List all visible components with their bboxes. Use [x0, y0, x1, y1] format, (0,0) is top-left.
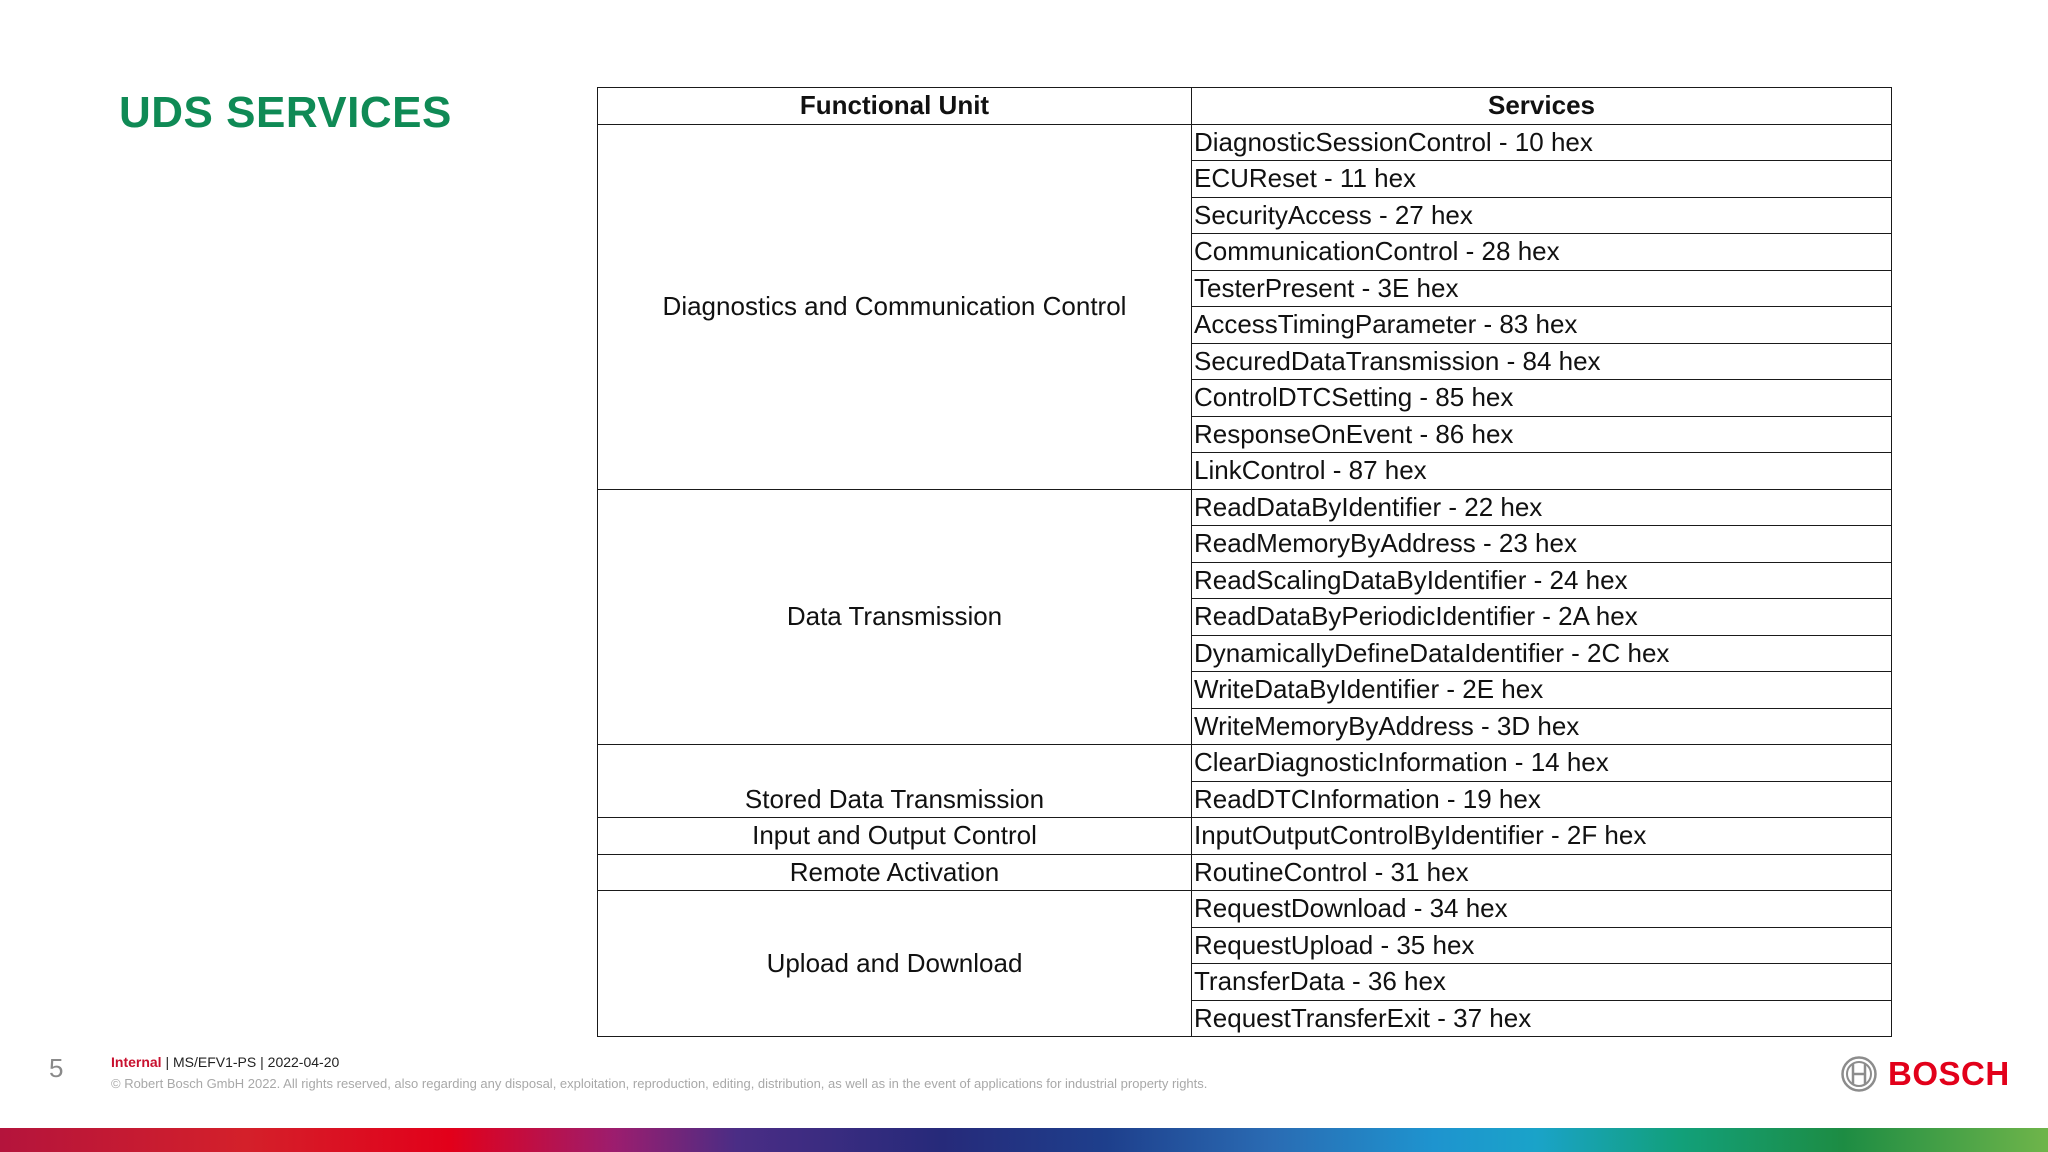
bosch-armature-icon	[1840, 1055, 1878, 1093]
table-row	[598, 489, 1892, 526]
table-row	[598, 891, 1892, 928]
service-cell: CommunicationControl - 28 hex	[1192, 234, 1892, 271]
service-cell: SecurityAccess - 27 hex	[1192, 197, 1892, 234]
service-cell: ClearDiagnosticInformation - 14 hex	[1192, 745, 1892, 782]
service-cell: SecuredDataTransmission - 84 hex	[1192, 343, 1892, 380]
copyright-notice: © Robert Bosch GmbH 2022. All rights reserved, also regarding any disposal, exploitation, reproduction, editing, distribution, as well as in the event of applications for industrial property rights.	[111, 1076, 1208, 1091]
table-row	[598, 854, 1892, 891]
service-cell: WriteMemoryByAddress - 3D hex	[1192, 708, 1892, 745]
service-cell: ECUReset - 11 hex	[1192, 161, 1892, 198]
functional-unit-cell: Stored Data Transmission	[598, 745, 1192, 818]
page-number: 5	[49, 1053, 64, 1083]
page-title: UDS SERVICES	[119, 88, 452, 137]
service-cell: TransferData - 36 hex	[1192, 964, 1892, 1001]
service-cell: ReadDTCInformation - 19 hex	[1192, 781, 1892, 818]
service-cell: ReadDataByPeriodicIdentifier - 2A hex	[1192, 599, 1892, 636]
document-meta: | MS/EFV1-PS | 2022-04-20	[161, 1054, 340, 1070]
functional-unit-cell: Upload and Download	[598, 891, 1192, 1037]
service-cell: InputOutputControlByIdentifier - 2F hex	[1192, 818, 1892, 855]
service-cell: ControlDTCSetting - 85 hex	[1192, 380, 1892, 417]
service-cell: LinkControl - 87 hex	[1192, 453, 1892, 490]
service-cell: TesterPresent - 3E hex	[1192, 270, 1892, 307]
header-functional-unit: Functional Unit	[598, 88, 1192, 125]
uds-services-table	[597, 87, 1892, 1037]
service-cell: RequestTransferExit - 37 hex	[1192, 1000, 1892, 1037]
service-cell: ReadScalingDataByIdentifier - 24 hex	[1192, 562, 1892, 599]
functional-unit-cell: Remote Activation	[598, 854, 1192, 891]
table-row	[598, 745, 1892, 782]
functional-unit-cell: Diagnostics and Communication Control	[598, 124, 1192, 489]
footer-meta	[111, 1054, 339, 1070]
service-cell: ResponseOnEvent - 86 hex	[1192, 416, 1892, 453]
bosch-wordmark: BOSCH	[1888, 1055, 2010, 1092]
service-cell: ReadMemoryByAddress - 23 hex	[1192, 526, 1892, 563]
table-row	[598, 124, 1892, 161]
service-cell: AccessTimingParameter - 83 hex	[1192, 307, 1892, 344]
service-cell: WriteDataByIdentifier - 2E hex	[1192, 672, 1892, 709]
service-cell: DynamicallyDefineDataIdentifier - 2C hex	[1192, 635, 1892, 672]
service-cell: RequestDownload - 34 hex	[1192, 891, 1892, 928]
table-row	[598, 818, 1892, 855]
service-cell: RequestUpload - 35 hex	[1192, 927, 1892, 964]
classification-label: Internal	[111, 1054, 162, 1070]
table-body	[598, 124, 1892, 1037]
functional-unit-cell: Input and Output Control	[598, 818, 1192, 855]
functional-unit-cell: Data Transmission	[598, 489, 1192, 745]
brand-color-band	[0, 1128, 2048, 1152]
service-cell: DiagnosticSessionControl - 10 hex	[1192, 124, 1892, 161]
table-header-row	[598, 88, 1892, 125]
header-services: Services	[1192, 88, 1892, 125]
service-cell: ReadDataByIdentifier - 22 hex	[1192, 489, 1892, 526]
bosch-logo	[1840, 1054, 2008, 1094]
service-cell: RoutineControl - 31 hex	[1192, 854, 1892, 891]
